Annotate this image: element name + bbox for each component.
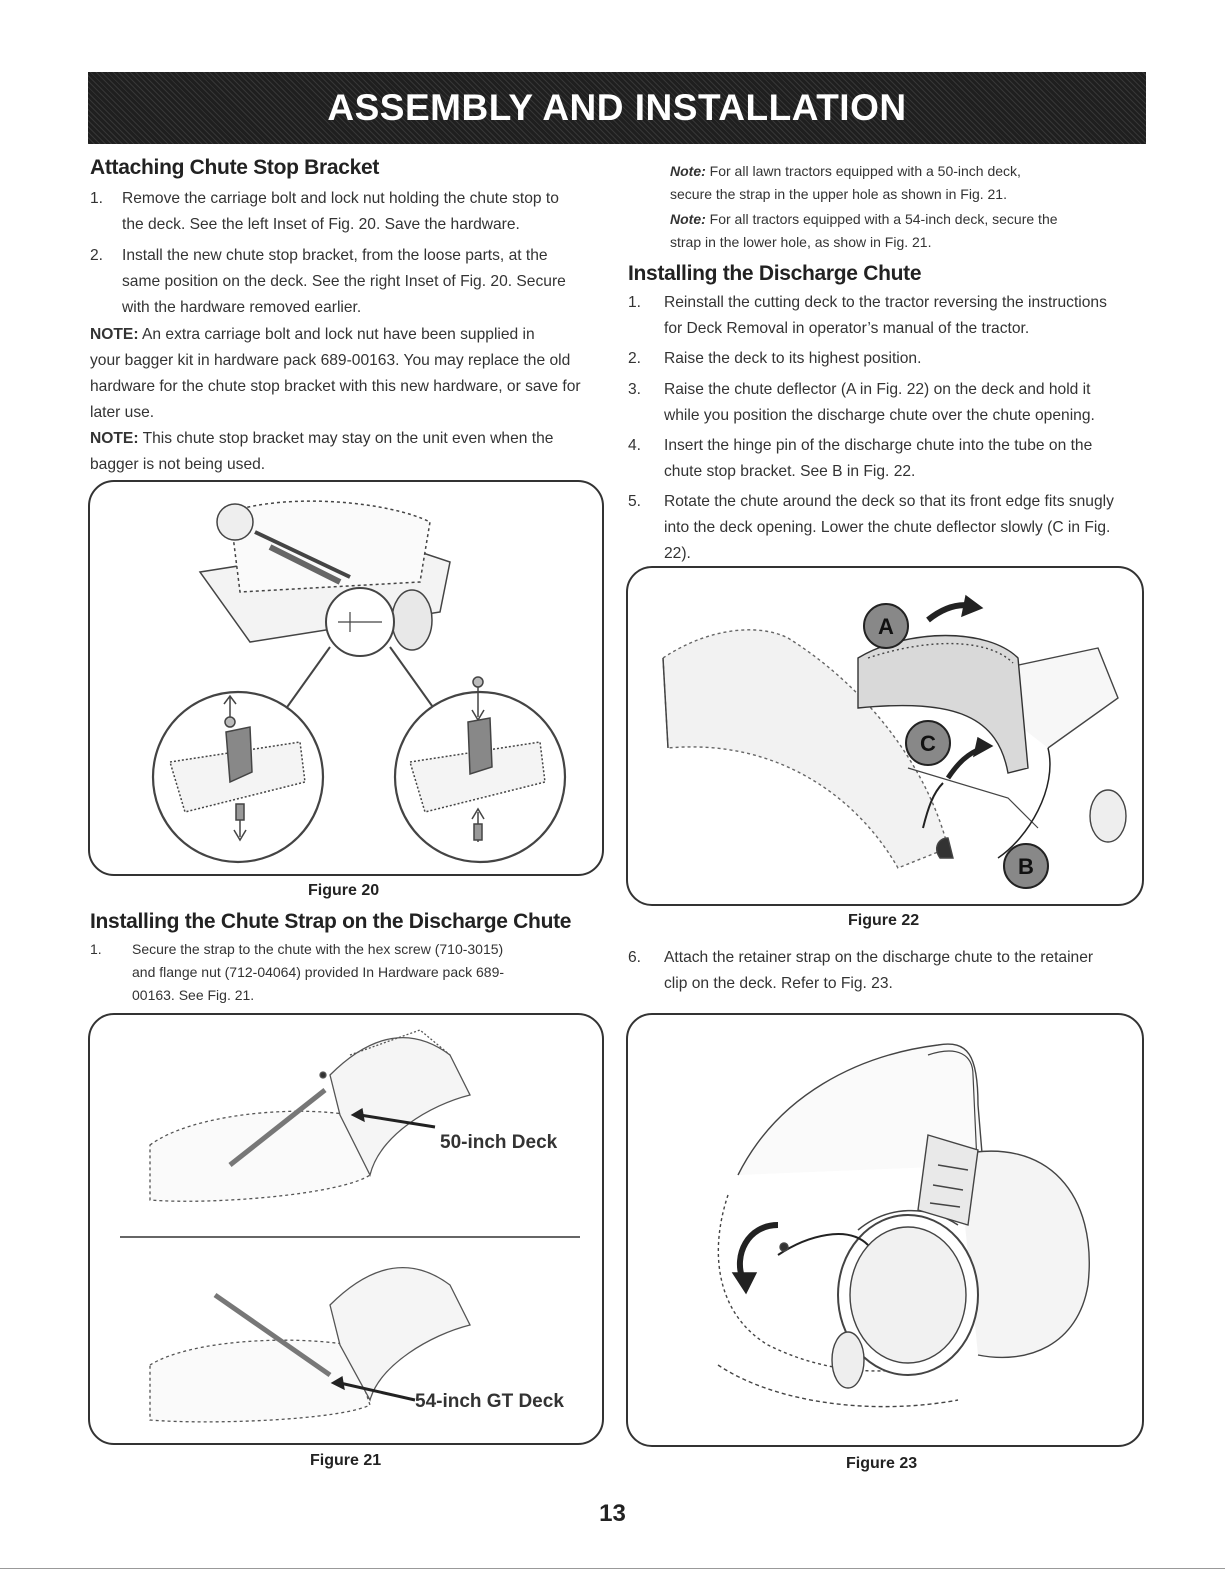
note-extra-hardware (90, 322, 610, 426)
section-banner (88, 72, 1146, 144)
figure-21-illustration (88, 1013, 604, 1445)
step-line: and flange nut (712-04064) provided In Hardware pack 689- (132, 964, 505, 980)
step-line: clip on the deck. Refer to Fig. 23. (664, 975, 893, 992)
note-line: later use. (90, 404, 155, 421)
label-54-inch-gt-deck: 54-inch GT Deck (415, 1391, 564, 1412)
page-number: 13 (599, 1500, 626, 1527)
figure-23-illustration (626, 1013, 1144, 1447)
note-line: secure the strap in the upper hole as shown in Fig. 21. (670, 186, 1007, 202)
callout-a (864, 604, 908, 648)
step-line: chute stop bracket. See B in Fig. 22. (664, 463, 916, 480)
step-number: 2. (90, 247, 104, 264)
callout-a-label: A (878, 614, 894, 639)
step-line: while you position the discharge chute over the chute opening. (664, 407, 1095, 424)
step-line: Install the new chute stop bracket, from the loose parts, at the (122, 247, 548, 264)
step-number: 2. (628, 350, 642, 367)
note-label: Note: (670, 163, 706, 179)
callout-b-label: B (1018, 854, 1034, 879)
figure-20-caption: Figure 20 (308, 882, 380, 899)
label-50-inch-deck: 50-inch Deck (440, 1132, 558, 1153)
note-label: Note: (670, 211, 706, 227)
step-number: 1. (90, 190, 104, 207)
note-line: bagger is not being used. (90, 456, 266, 473)
step-line: Reinstall the cutting deck to the tractor reversing the instructions (664, 294, 1107, 311)
step-number: 6. (628, 949, 642, 966)
step-number: 3. (628, 381, 642, 398)
heading-installing-discharge-chute: Installing the Discharge Chute (628, 262, 922, 285)
step-number: 4. (628, 437, 642, 454)
heading-attaching-chute-stop-bracket: Attaching Chute Stop Bracket (90, 156, 380, 179)
callout-b (1004, 844, 1048, 888)
step-line: Raise the chute deflector (A in Fig. 22) on the deck and hold it (664, 381, 1091, 398)
note-line: An extra carriage bolt and lock nut have been supplied in (138, 326, 535, 343)
step-line: Attach the retainer strap on the discharge chute to the retainer (664, 949, 1094, 966)
figure-20-illustration (88, 480, 604, 876)
step-number: 1. (90, 941, 102, 957)
note-line: strap in the lower hole, as show in Fig. 21. (670, 234, 932, 250)
figure-22-caption: Figure 22 (848, 912, 920, 929)
note-54-inch-deck (670, 208, 1150, 254)
step-line: Insert the hinge pin of the discharge chute into the tube on the (664, 437, 1093, 454)
step-number: 1. (628, 294, 642, 311)
note-line: This chute stop bracket may stay on the unit even when the (138, 430, 554, 447)
step-line: with the hardware removed earlier. (122, 299, 362, 316)
banner-title: ASSEMBLY AND INSTALLATION (327, 87, 907, 128)
note-bracket-stays (90, 426, 610, 478)
step-line: Raise the deck to its highest position. (664, 350, 922, 367)
callout-c-label: C (920, 731, 936, 756)
step-line: 22). (664, 545, 691, 562)
step-line: into the deck opening. Lower the chute deflector slowly (C in Fig. (664, 519, 1111, 536)
figure-22-illustration (626, 566, 1144, 906)
heading-installing-chute-strap: Installing the Chute Strap on the Discharge Chute (90, 910, 572, 933)
page-bottom-rule (0, 1568, 1225, 1569)
step-line: Rotate the chute around the deck so that its front edge fits snugly (664, 493, 1114, 510)
step-line: Remove the carriage bolt and lock nut holding the chute stop to (122, 190, 559, 207)
step-line: same position on the deck. See the right Inset of Fig. 20. Secure (122, 273, 566, 290)
note-line: hardware for the chute stop bracket with this new hardware, or save for (90, 378, 581, 395)
step-line: 00163. See Fig. 21. (132, 987, 255, 1003)
note-line: your bagger kit in hardware pack 689-00163. You may replace the old (90, 352, 571, 369)
note-label: NOTE: (90, 430, 139, 447)
step-number: 5. (628, 493, 642, 510)
step-line: the deck. See the left Inset of Fig. 20. Save the hardware. (122, 216, 520, 233)
figure-23-caption: Figure 23 (846, 1455, 918, 1472)
callout-c (906, 721, 950, 765)
note-line: For all tractors equipped with a 54-inch deck, secure the (705, 211, 1058, 227)
note-50-inch-deck (670, 160, 1150, 206)
step-line: for Deck Removal in operator’s manual of the tractor. (664, 320, 1030, 337)
note-line: For all lawn tractors equipped with a 50-inch deck, (705, 163, 1021, 179)
step-line: Secure the strap to the chute with the hex screw (710-3015) (132, 941, 504, 957)
note-label: NOTE: (90, 326, 139, 343)
figure-21-caption: Figure 21 (310, 1452, 382, 1469)
